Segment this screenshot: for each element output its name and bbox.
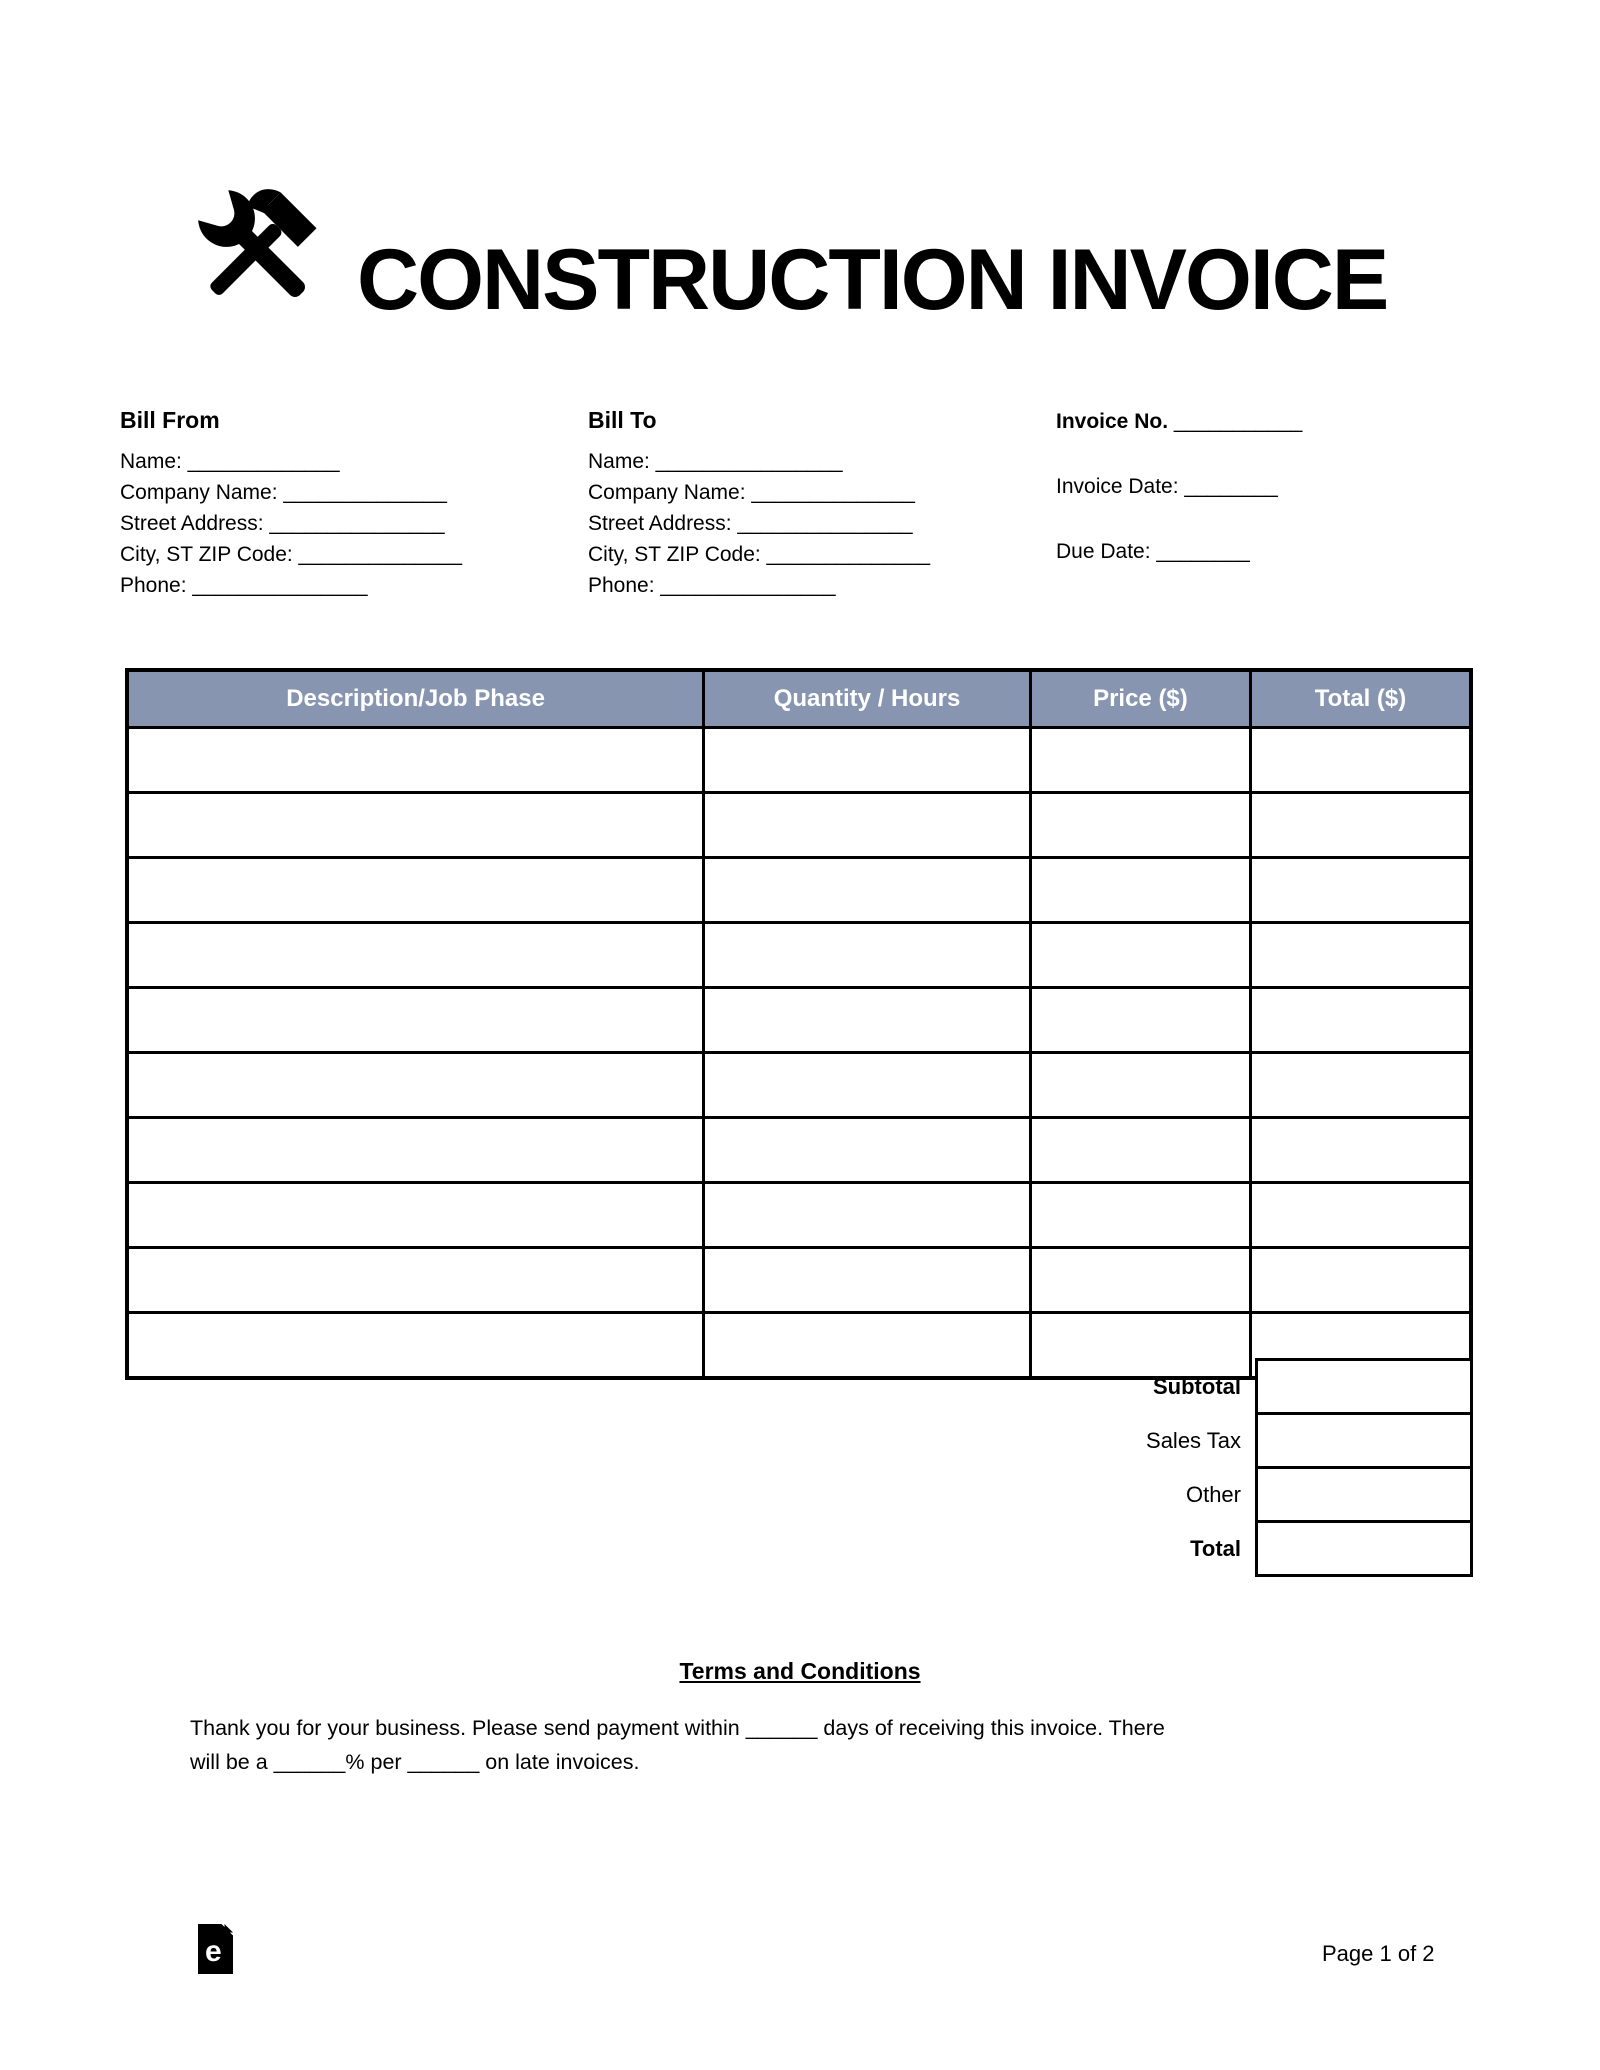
table-cell [127,1053,704,1118]
table-row [127,923,1471,988]
col-header-total: Total ($) [1250,670,1471,728]
table-cell [704,728,1031,793]
bill-to-heading: Bill To [588,407,657,433]
bill-to-city-field: City, ST ZIP Code: ______________ [588,543,931,566]
page-number: Page 1 of 2 [1322,1941,1435,1966]
table-cell [704,1248,1031,1313]
summary-section [125,1358,1473,1577]
table-row [127,1118,1471,1183]
due-date-field: Due Date: ________ [1056,540,1250,563]
header-row [127,670,1471,728]
page-title: CONSTRUCTION INVOICE [357,231,1388,328]
bill-from-name-field: Name: _____________ [120,450,340,473]
invoice-number-field [1056,406,1496,437]
table-cell [704,988,1031,1053]
svg-text:e: e [205,1935,222,1968]
table-cell [1250,728,1471,793]
table-cell [127,858,704,923]
total-row [125,1520,1473,1577]
table-row [127,1183,1471,1248]
bill-from-street-field: Street Address: _______________ [120,512,445,535]
line-items-header [127,670,1471,728]
table-row [127,988,1471,1053]
invoice-number-blank: ___________ [1168,410,1303,433]
invoice-date-field: Invoice Date: ________ [1056,475,1278,498]
table-cell [704,923,1031,988]
other-label: Other [1185,1482,1241,1507]
invoice-table-body [127,728,1471,1379]
other-value-box [1255,1466,1473,1523]
bill-from-phone-field: Phone: _______________ [120,574,368,597]
bill-from-city-field: City, ST ZIP Code: ______________ [120,543,463,566]
table-cell [127,1118,704,1183]
table-cell [1250,793,1471,858]
terms-body-line-1: Thank you for your business. Please send payment within ______ days of receiving this invoice. There [190,1716,1165,1740]
bill-to-phone-field: Phone: _______________ [588,574,836,597]
table-row [127,1053,1471,1118]
table-cell [127,1248,704,1313]
table-row [127,858,1471,923]
table-cell [704,858,1031,923]
subtotal-value-box [1255,1358,1473,1415]
table-cell [704,1118,1031,1183]
table-cell [127,923,704,988]
col-header-quantity: Quantity / Hours [704,670,1031,728]
bill-from-section [120,406,580,601]
subtotal-row [125,1358,1473,1415]
table-cell [704,1183,1031,1248]
table-row [127,1248,1471,1313]
sales-tax-value-box [1255,1412,1473,1469]
table-cell [1030,1053,1250,1118]
table-row [127,728,1471,793]
table-cell [1030,728,1250,793]
table-cell [1250,1053,1471,1118]
bill-to-section [588,406,1038,601]
table-cell [1030,858,1250,923]
table-cell [1030,1183,1250,1248]
total-label: Total [1190,1536,1241,1561]
table-cell [1250,1183,1471,1248]
invoice-meta-section [1056,406,1496,601]
sales-tax-row [125,1412,1473,1469]
terms-body-line-2: will be a ______% per ______ on late invoices. [190,1750,640,1774]
table-row [127,793,1471,858]
table-cell [1250,1118,1471,1183]
table-cell [127,793,704,858]
table-cell [127,728,704,793]
terms-section [190,1658,1410,1779]
table-cell [1030,793,1250,858]
table-cell [127,988,704,1053]
table-cell [1030,988,1250,1053]
subtotal-label: Subtotal [1153,1374,1241,1399]
table-cell [1030,1248,1250,1313]
brand-header [183,178,1388,328]
eforms-logo-icon [198,1924,234,1974]
wrench-and-hammer-icon [183,178,331,320]
table-cell [1250,988,1471,1053]
table-cell [1030,923,1250,988]
table-cell [1250,858,1471,923]
sales-tax-label: Sales Tax [1146,1428,1241,1453]
table-cell [704,793,1031,858]
col-header-description: Description/Job Phase [127,670,704,728]
other-row [125,1466,1473,1523]
bill-from-company-field: Company Name: ______________ [120,481,447,504]
table-cell [127,1183,704,1248]
bill-to-street-field: Street Address: _______________ [588,512,913,535]
table-cell [1250,923,1471,988]
bill-to-company-field: Company Name: ______________ [588,481,915,504]
table-cell [1030,1118,1250,1183]
invoice-number-label: Invoice No. [1056,410,1169,433]
address-block [120,406,1500,616]
terms-heading: Terms and Conditions [679,1658,921,1684]
bill-from-heading: Bill From [120,407,220,433]
table-cell [1250,1248,1471,1313]
col-header-price: Price ($) [1030,670,1250,728]
line-items-table [125,668,1473,1380]
bill-to-name-field: Name: ________________ [588,450,843,473]
total-value-box [1255,1520,1473,1577]
table-cell [704,1053,1031,1118]
